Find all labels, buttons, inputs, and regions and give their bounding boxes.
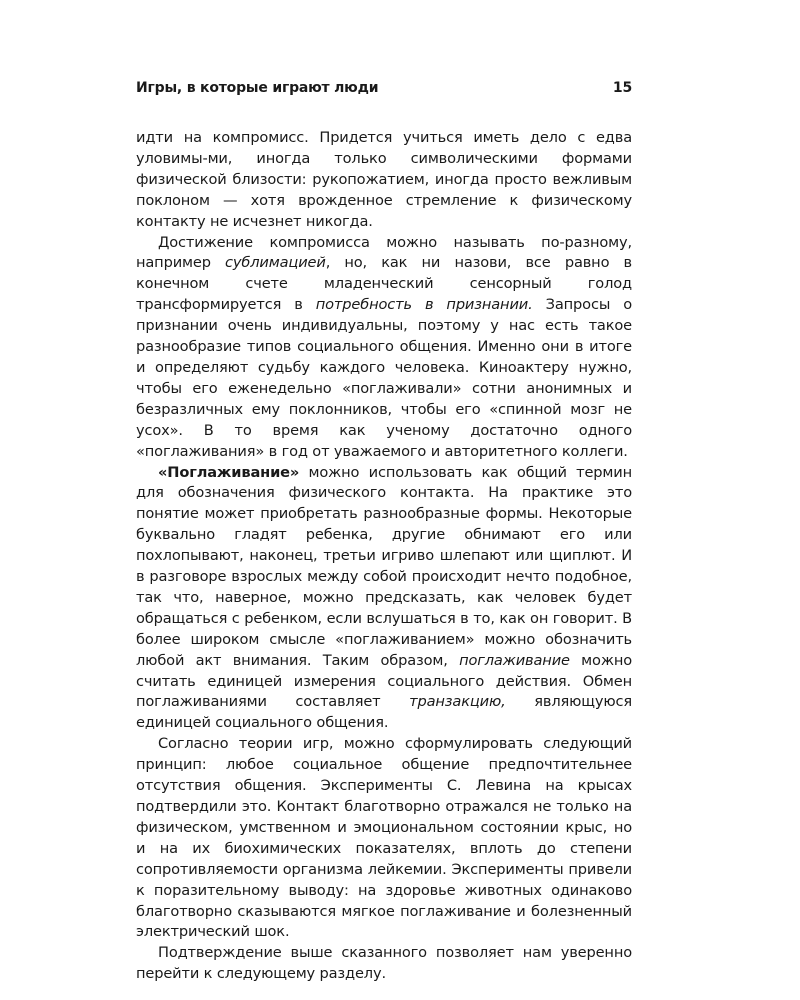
running-head [136,80,632,100]
text-run: Достижение компромисса можно называть по-разному, например [136,233,632,272]
text-run: можно считать единицей измерения социального действия. Обмен поглаживаниями составляет [136,651,632,711]
text-run: являющуюся единицей социального общения. [136,693,632,732]
text-run: можно использовать как общий термин для обозначения физического контакта. На практике это понятие может приобретать разнообразные формы. Некоторые буквально гладят ребенка, другие обнимают его или похлопывают, наконец, третьи игриво шлепают или щиплют. И в разговоре взрослых между собой происходит нечто подобное, так что, наверное, можно предсказать, как человек будет обращаться с ребенком, если вслушаться в то, как он говорит. В более широком смысле «поглаживанием» можно обозначить любой акт внимания. Таким образом, [136,463,632,669]
text-run: , но, как ни назови, все равно в конечном счете младенческий сенсорный голод трансформируется в [136,254,632,314]
italic-text-run: потребность в признании. [315,296,533,314]
text-run: Согласно теории игр, можно сформулировать следующий принцип: любое социальное общение предпочтительнее отсутствия общения. Эксперименты С. Левина на крысах подтвердили это. Контакт благотворно отражался не только на физическом, умственном и эмоциональном состоянии крыс, но и на их биохимических показателях, вплоть до степени сопротивляемости организма лейкемии. Эксперименты привели к поразительному выводу: на здоровье животных одинаково благотворно сказываются мягкое поглаживание и болезненный электрический шок. [136,735,632,941]
body-text [136,128,632,985]
paragraph [136,734,632,943]
page-number: 15 [612,80,632,96]
paragraph [136,233,632,463]
paragraph [136,128,632,233]
italic-text-run: транзакцию, [409,693,506,711]
bold-text-run: «Поглаживание» [158,463,300,481]
italic-text-run: сублимацией [225,254,326,272]
text-run: идти на компромисс. Придется учиться иметь дело с едва уловимы-ми, иногда только символическими формами физической близости: рукопожатием, иногда просто вежливым поклоном — хотя врожденное стремление к физическому контакту не исчезнет никогда. [136,129,632,230]
running-head-title: Игры, в которые играют люди [136,80,379,96]
paragraph [136,463,632,735]
text-run: Запросы о признании очень индивидуальны, поэтому у нас есть такое разнообразие типов социального общения. Именно они в итоге и определяют судьбу каждого человека. Киноактеру нужно, чтобы его еженедельно «поглаживали» сотни анонимных и безразличных ему поклонников, чтобы его «спинной мозг не усох». В то время как ученому достаточно одного «поглаживания» в год от уважаемого и авторитетного коллеги. [136,296,632,460]
text-run: Подтверждение выше сказанного позволяет нам уверенно перейти к следующему разделу. [136,944,632,983]
paragraph [136,943,632,985]
italic-text-run: поглаживание [459,651,570,669]
